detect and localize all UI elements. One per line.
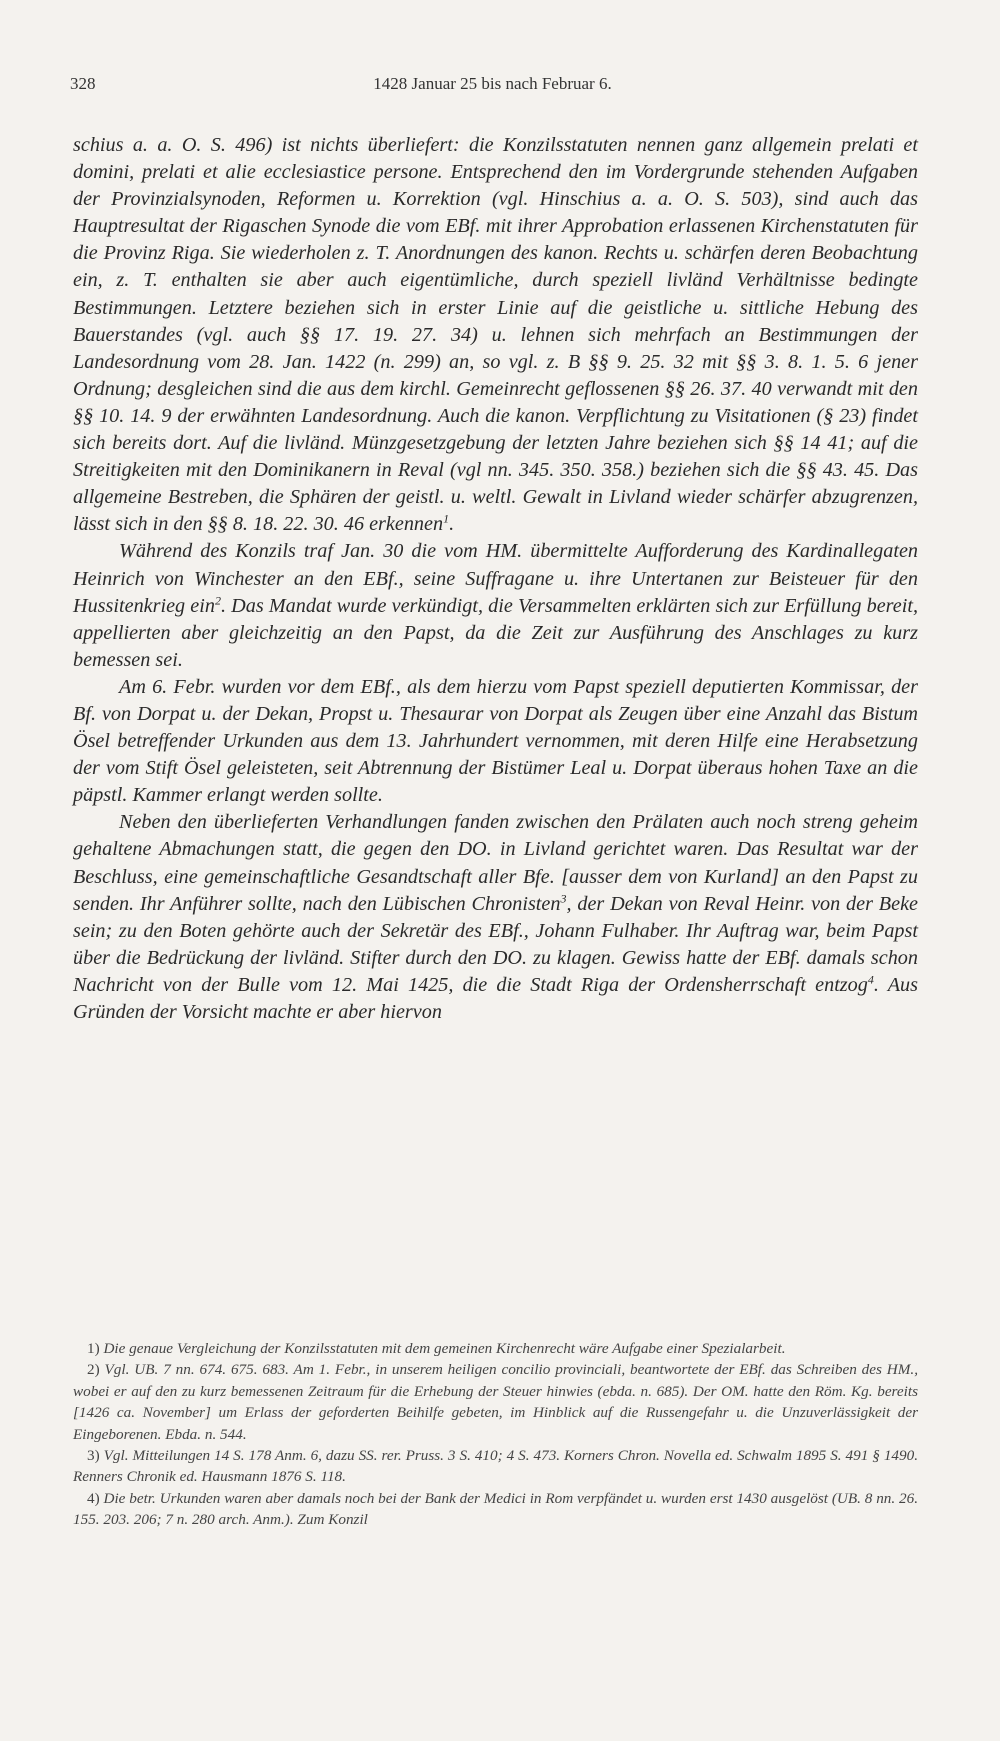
footnote-4-mark: 4) (87, 1489, 100, 1507)
paragraph-4-text-c: . Aus Gründen der Vorsicht machte er aber hiervon (73, 973, 918, 1023)
footnote-4-text: Die betr. Urkunden waren aber damals noch bei der Bank der Medici in Rom verpfändet u. wurden erst 1430 ausgelöst (UB. 8 nn. 26. 155. 203. 206; 7 n. 280 arch. Anm.). Zum Konzil (73, 1489, 918, 1529)
footnotes (73, 1338, 918, 1531)
page-number: 328 (70, 74, 96, 93)
footnote-ref-2: 2 (214, 592, 221, 607)
paragraph-4-text-a: Neben den überlieferten Verhandlungen fanden zwischen den Prälaten auch noch streng geheim gehaltene Abmachungen statt, die gegen den DO. in Livland gerichtet waren. Das Resultat war der Beschluss, eine gemeinschaftliche Gesandtschaft aller Bfe. [ausser dem von Kurland] an den Papst zu senden. Ihr Anführer sollte, nach den Lübischen Chronisten (73, 811, 918, 915)
main-text (73, 132, 918, 1026)
paragraph-4-text-b: , der Dekan von Reval Heinr. von der Beke sein; zu den Boten gehörte auch der Sekretär des EBf., Johann Fulhaber. Ihr Auftrag war, beim Papst über die Bedrückung der livländ. Stifter durch den DO. zu klagen. Gewiss hatte der EBf. damals schon Nachricht von der Bulle vom 12. Mai 1425, die die Stadt Riga der Ordensherrschaft entzog (73, 892, 919, 996)
paragraph-4 (73, 809, 918, 1026)
running-title: 1428 Januar 25 bis nach Februar 6. (373, 74, 612, 93)
footnote-3 (73, 1445, 918, 1488)
paragraph-1 (73, 132, 918, 538)
footnote-ref-3: 3 (560, 890, 567, 905)
paragraph-1-text: schius a. a. O. S. 496) ist nichts überliefert: die Konzilsstatuten nennen ganz allgemein prelati et domini, prelati et alie ecclesiastice persone. Entsprechend den im Vordergrunde stehenden Aufgaben der Provinzialsynoden, Reformen u. Korrektion (vgl. Hinschius a. a. O. S. 503), sind auch das Hauptresultat der Rigaschen Synode die vom EBf. mit ihrer Approbation erlassenen Kirchenstatuten für die Provinz Riga. Sie wiederholen z. T. Anordnungen des kanon. Rechts u. schärfen deren Beobachtung ein, z. T. enthalten sie aber auch eigentümliche, durch speziell livländ Verhältnisse bedingte Bestimmungen. Letztere beziehen sich in erster Linie auf die geistliche u. sittliche Hebung des Bauerstandes (vgl. auch §§ 17. 19. 27. 34) u. lehnen sich mehrfach an Bestimmungen der Landesordnung vom 28. Jan. 1422 (n. 299) an, so vgl. z. B §§ 9. 25. 32 mit §§ 3. 8. 1. 5. 6 jener Ordnung; desgleichen sind die aus dem kirchl. Gemeinrecht geflossenen §§ 26. 37. 40 verwandt mit den §§ 10. 14. 9 der erwähnten Landesordnung. Auch die kanon. Verpflichtung zu Visitationen (§ 23) findet sich bereits dort. Auf die livländ. Münzgesetzgebung der letzten Jahre beziehen sich §§ 14 41; auf die Streitigkeiten mit den Dominikanern in Reval (vgl nn. 345. 350. 358.) beziehen sich die §§ 43. 45. Das allgemeine Bestreben, die Sphären der geistl. u. weltl. Gewalt in Livland wieder schärfer abzugrenzen, lässt sich in den §§ 8. 18. 22. 30. 46 erkennen (73, 134, 918, 536)
paragraph-3: Am 6. Febr. wurden vor dem EBf., als dem hierzu vom Papst speziell deputierten Kommissar, der Bf. von Dorpat u. der Dekan, Propst u. Thesaurar von Dorpat als Zeugen über eine Anzahl das Bistum Ösel betreffender Urkunden aus dem 13. Jahrhundert vernommen, mit deren Hilfe eine Herabsetzung der vom Stift Ösel geleisteten, seit Abtrennung der Bistümer Leal u. Dorpat überaus hohen Taxe an die päpstl. Kammer erlangt werden sollte. (73, 675, 918, 807)
paragraph-2-text-a: Während des Konzils traf Jan. 30 die vom HM. übermittelte Aufforderung des Kardinallegaten Heinrich von Winchester an den EBf., seine Suffragane u. ihre Untertanen zur Beisteuer für den Hussitenkrieg ein (73, 540, 918, 617)
footnote-2-mark: 2) (87, 1361, 100, 1379)
footnote-4 (73, 1488, 918, 1531)
footnote-2 (73, 1359, 918, 1445)
footnote-3-mark: 3) (87, 1447, 100, 1465)
paragraph-2 (73, 538, 918, 673)
footnote-3-text: Vgl. Mitteilungen 14 S. 178 Anm. 6, dazu SS. rer. Pruss. 3 S. 410; 4 S. 473. Korners Chron. Novella ed. Schwalm 1895 S. 491 § 1490. Renners Chronik ed. Hausmann 1876 S. 118. (73, 1447, 919, 1486)
footnote-ref-4: 4 (867, 972, 874, 987)
footnote-1 (73, 1338, 918, 1359)
footnote-1-text: Die genaue Vergleichung der Konzilsstatuten mit dem gemeinen Kirchenrecht wäre Aufgabe einer Spezialarbeit. (103, 1340, 786, 1357)
footnote-2-text: Vgl. UB. 7 nn. 674. 675. 683. Am 1. Febr., in unserem heiligen concilio provinciali, beantwortete der EBf. das Schreiben des HM., wobei er auf den zu kurz bemessenen Zeitraum für die Erhebung der Steuer hinwies (ebda. n. 685). Der OM. hatte den Röm. Kg. bereits [1426 ca. November] um Erlass der geforderten Beihilfe gebeten, im Hinblick auf die Russengefahr u. die Unzuverlässigkeit der Eingeborenen. Ebda. n. 544. (73, 1361, 919, 1443)
paragraph-1-end: . (449, 513, 455, 536)
footnote-1-mark: 1) (87, 1340, 100, 1357)
paragraph-2-text-b: . Das Mandat wurde verkündigt, die Versammelten erklärten sich zur Erfüllung bereit, appellierten aber gleichzeitig an den Papst, da die Zeit zur Ausführung des Anschlages zu kurz bemessen sei. (73, 594, 918, 671)
footnote-ref-1: 1 (443, 511, 450, 526)
